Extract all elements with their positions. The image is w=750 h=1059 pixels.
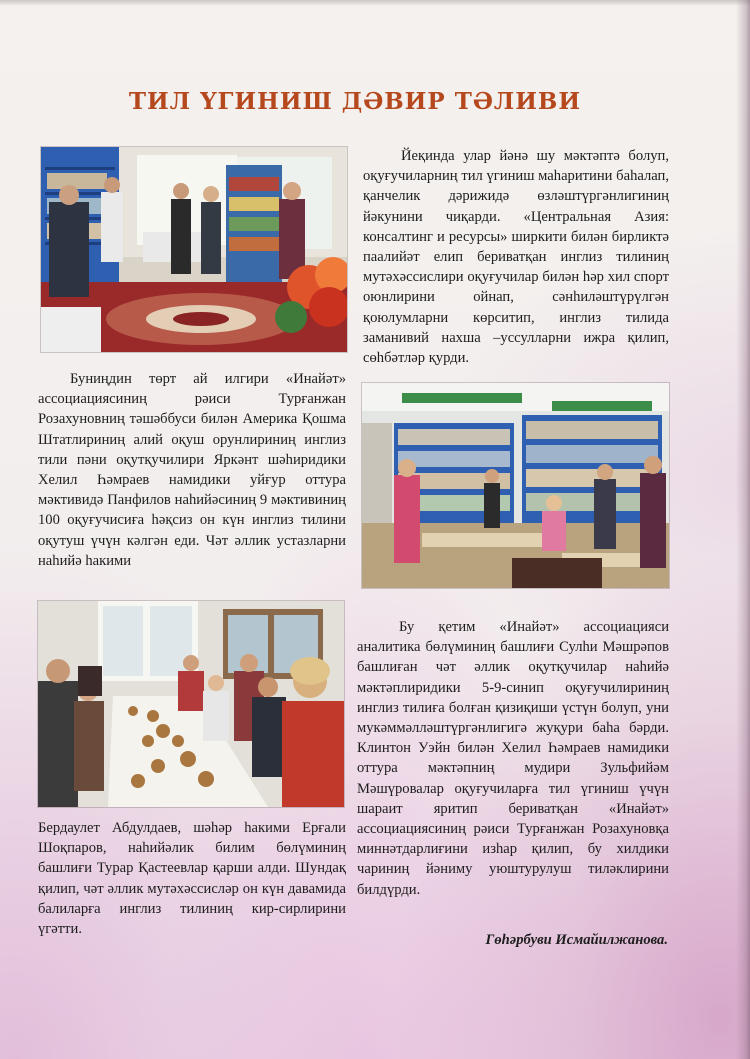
photo-library: [362, 383, 669, 588]
article-title: ТИЛ ҮГИНИШ ДӘВИР ТӘЛИВИ: [128, 88, 582, 115]
scan-edge-right: [736, 0, 750, 1059]
paragraph-top-right: Йеқинда улар йәнә шу мәктәптә болуп, оқуғучиларниң тил үгиниш маһаритини баһалап, қанчелик дәрижидә өзләштүргәнлигиниң йәкунини чиқарди. «Центральная Азия: консалтинг и ресурсы» ширкити билән бирликтә паалийәт елип бериватқан инглиз тилиниң мутәхәссислири оқуғучилар билән һәр хил спорт оюнлирини ойнап, сәнһиләштүрүлгән қоюлумларни көрситип, инглиз тилида заманивий нахша –уссулларни ижра қилип, сөһбәтләр қурди.: [363, 148, 669, 367]
photo-classroom: [41, 147, 347, 352]
paragraph-mid-left: Буниңдин төрт ай илгири «Инайәт» ассоциациясиниң рәиси Турғанжан Розахуновниң тәшәббуси билән Америка Қошма Штатлириниң алий оқуш орунлириниң инглиз тили пәни оқутқучилири Яркәнт шәһиридики Хелил Һәмраев намидики уйғур оттура мәктивидә Панфилов наһийәсиниң 9 мәктивиниң 100 оқуғучисиға һәқсиз он күн инглиз тилини оқутуш үчүн кәлгән еди. Чәт әллик устазларни наһийә һакими: [38, 371, 346, 569]
scan-edge-top: [0, 0, 750, 6]
paragraph-bottom-left: Бердаулет Абдулдаев, шәһәр һакими Ерғали Шоқпаров, наһийәлик билим бөлүминиң башлиғи Турар Қастеевлар қарши алди. Шундақ қилип, чәт әллик мутәхәссисләр он күн давамида балиларға инглиз тилиниң кир-сирлирини үгәтти.: [38, 820, 346, 938]
author-signature: Гөһәрбуви Исмайилжанова.: [485, 932, 668, 948]
photo-banquet: [38, 601, 344, 807]
paragraph-bottom-right: Бу қетим «Инайәт» ассоциацияси аналитика бөлүминиң башлиғи Сулһи Мәшрәпов башлиған чәт әллик оқутқучилар наһийә мәктәплиридики 5-9-синип оқуғучилириниң инглиз тилиға болған қизиқиши үстүн болуп, уни мукәммәлләштүргәнлигигә жуқури баһа бәрди. Клинтон Уэйн билән Хелил Һәмраев намидики оттура мәктәпниң мудири Зульфийәм Мәшүровалар оқуғучиларға тил үгиниш үчүн шараит яритип бериватқан «Инайәт» ассоциациясиниң рәиси Турғанжан Розахуновқа миннәтдарлиғини изһар қилип, бу хилдики чариниң йәниму уюштурулуш тиләклирини билдүрди.: [357, 619, 669, 898]
